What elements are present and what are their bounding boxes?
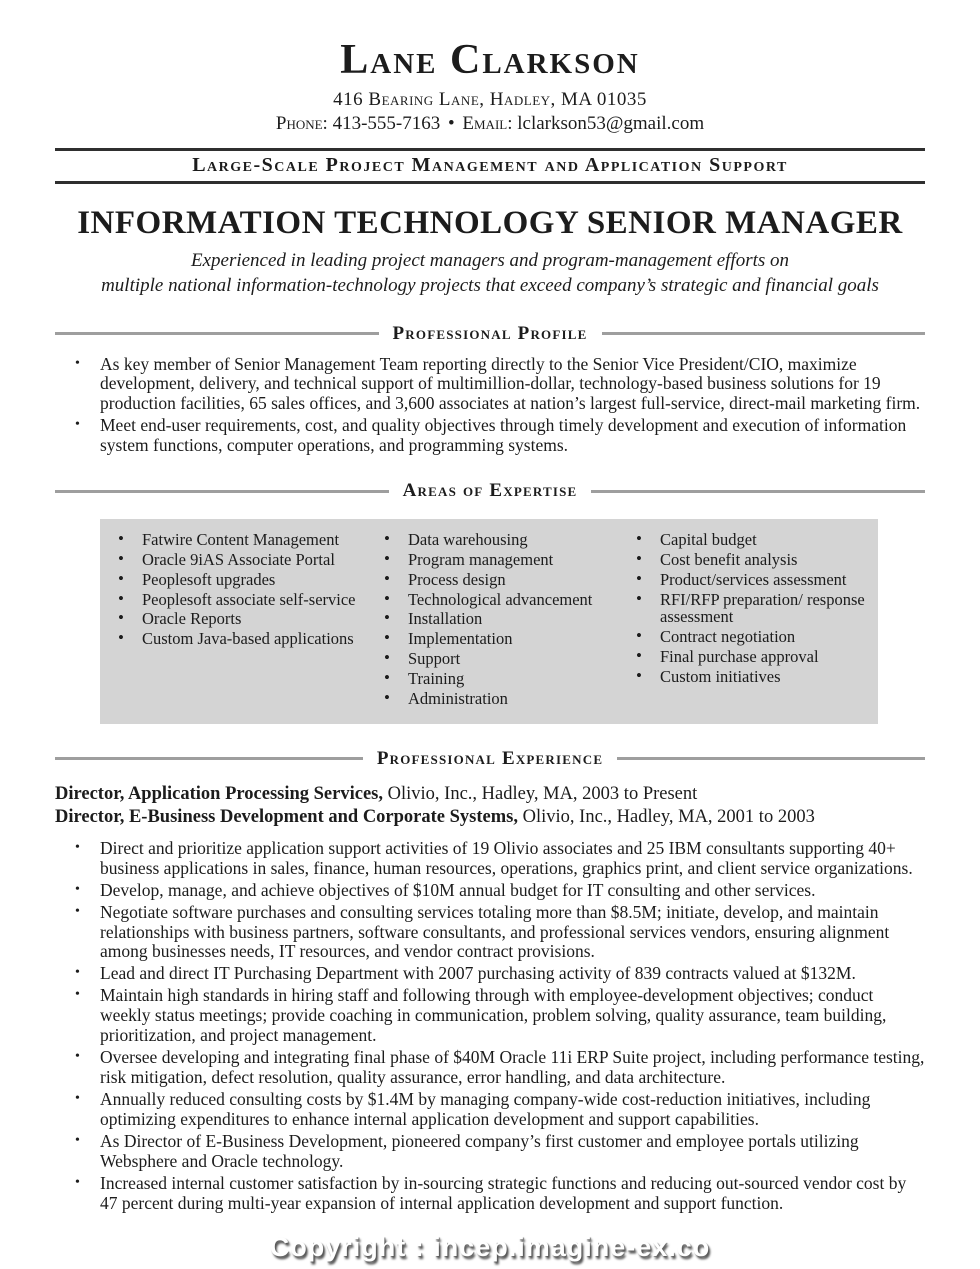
profile-bullet-list — [55, 355, 925, 457]
expertise-column-2 — [366, 531, 618, 709]
expertise-item: • Cost benefit analysis — [618, 551, 878, 569]
experience-bullet: • Direct and prioritize application support activities of 19 Olivio associates and 25 IBM consultants supporting 40+ business applications in sales, finance, human resources, operations, graphics print, and client service organizations. — [55, 839, 925, 879]
phone-label: Phone: — [275, 113, 328, 135]
expertise-item: • Data warehousing — [366, 531, 618, 549]
heading-rule-left — [55, 757, 363, 760]
section-heading-expertise — [55, 480, 925, 502]
experience-bullet: • Negotiate software purchases and consulting services totaling more than $8.5M; initiate, develop, and maintain relationships with business partners, software consultants, and professional services vendors, ensuring alignment among businesses needs, IT resources, and vendor contract provisions. — [55, 903, 925, 963]
experience-bullet: • Lead and direct IT Purchasing Department with 2007 purchasing activity of 839 contracts valued at $132M. — [55, 964, 925, 984]
expertise-item: • Implementation — [366, 630, 618, 648]
heading-rule-left — [55, 332, 379, 335]
tagline-line1: Experienced in leading project managers and program-management efforts on — [190, 250, 790, 272]
heading-rule-right — [602, 332, 926, 335]
phone-number: 413-555-7163 — [332, 113, 441, 135]
expertise-item: • Process design — [366, 571, 618, 589]
experience-bullet-list — [55, 839, 925, 1214]
heading-rule-right — [591, 490, 925, 493]
expertise-item: • Technological advancement — [366, 591, 618, 609]
expertise-item: • Peoplesoft upgrades — [100, 571, 366, 589]
job-company: Olivio, Inc., Hadley, MA, 2001 to 2003 — [522, 806, 815, 827]
expertise-item: • Installation — [366, 610, 618, 628]
expertise-item: • Capital budget — [618, 531, 878, 549]
expertise-item: • Product/services assessment — [618, 571, 878, 589]
tagline — [55, 248, 925, 298]
expertise-column-3 — [618, 531, 878, 709]
banner-text: Large-Scale Project Management and Application Support — [192, 154, 788, 177]
section-title-experience: Professional Experience — [376, 747, 604, 769]
expertise-item: • Contract negotiation — [618, 628, 878, 646]
expertise-item: • RFI/RFP preparation/ response assessment — [618, 591, 878, 627]
expertise-column-1 — [100, 531, 366, 709]
expertise-item: • Peoplesoft associate self-service — [100, 591, 366, 609]
expertise-item: • Fatwire Content Management — [100, 531, 366, 549]
expertise-list — [618, 531, 878, 686]
experience-bullet: • Increased internal customer satisfaction by in-sourcing strategic functions and reducing out-sourced vendor cost by 47 percent during multi-year expansion of internal application development and support function. — [55, 1174, 925, 1214]
job-entries — [55, 783, 925, 829]
email-address: lclarkson53@gmail.com — [517, 113, 705, 135]
profile-bullet: • Meet end-user requirements, cost, and quality objectives through timely development and execution of information system functions, computer operations, and programming systems. — [55, 416, 925, 456]
expertise-item: • Support — [366, 650, 618, 668]
address-line: 416 Bearing Lane, Hadley, MA 01035 — [333, 89, 647, 111]
job-entry — [55, 806, 925, 829]
expertise-list — [366, 531, 618, 707]
email-label: Email: — [462, 113, 513, 135]
experience-bullet: • Develop, manage, and achieve objectives of $10M annual budget for IT consulting and other services. — [55, 881, 925, 901]
expertise-item: • Final purchase approval — [618, 648, 878, 666]
expertise-item: • Training — [366, 670, 618, 688]
expertise-item: • Custom Java-based applications — [100, 630, 366, 648]
experience-bullet: • As Director of E-Business Development, pioneered company’s first customer and employee portals utilizing Websphere and Oracle technology. — [55, 1132, 925, 1172]
experience-bullet: • Maintain high standards in hiring staff and following through with employee-development objectives; conduct weekly status meetings; provide coaching in communication, problem solving, quality assurance, team building, prioritization, and project management. — [55, 986, 925, 1046]
expertise-item: • Administration — [366, 690, 618, 708]
section-heading-profile — [55, 323, 925, 345]
job-title: Director, Application Processing Services, — [55, 783, 383, 804]
job-title: Director, E-Business Development and Corporate Systems, — [55, 806, 518, 827]
expertise-box — [100, 519, 878, 723]
expertise-item: • Program management — [366, 551, 618, 569]
experience-bullet: • Oversee developing and integrating final phase of $40M Oracle 11i ERP Suite project, including performance testing, risk mitigation, defect resolution, quality assurance, error handling, and data architecture. — [55, 1048, 925, 1088]
expertise-item: • Oracle 9iAS Associate Portal — [100, 551, 366, 569]
resume-header — [55, 0, 925, 135]
candidate-name: Lane Clarkson — [340, 37, 640, 83]
profile-bullet: • As key member of Senior Management Team reporting directly to the Senior Vice President/CIO, maximize development, delivery, and technical support of multimillion-dollar, technology-based business solutions for 19 production facilities, 65 sales offices, and 3,600 associates at nation’s largest full-service, direct-mail marketing firm. — [55, 355, 925, 415]
bullet-separator: • — [447, 113, 455, 135]
section-title-profile: Professional Profile — [392, 322, 588, 344]
section-title-expertise: Areas of Expertise — [402, 480, 578, 502]
header-banner — [55, 148, 925, 184]
copyright-watermark: Copyright : incep.imagine-ex.co — [269, 1232, 711, 1262]
expertise-item: • Oracle Reports — [100, 610, 366, 628]
section-heading-experience — [55, 748, 925, 770]
expertise-item: • Custom initiatives — [618, 668, 878, 686]
experience-bullet: • Annually reduced consulting costs by $1.4M by managing company-wide cost-reduction initiatives, including optimizing expenditures to enhance internal application development and support capabilities. — [55, 1090, 925, 1130]
heading-rule-right — [617, 757, 925, 760]
job-company: Olivio, Inc., Hadley, MA, 2003 to Present — [387, 783, 698, 804]
heading-rule-left — [55, 490, 389, 493]
contact-line — [55, 113, 925, 135]
job-entry — [55, 783, 925, 806]
document-title: INFORMATION TECHNOLOGY SENIOR MANAGER — [77, 205, 903, 242]
tagline-line2: multiple national information-technology projects that exceed company’s strategic and financial goals — [101, 275, 879, 297]
expertise-list — [100, 531, 366, 648]
